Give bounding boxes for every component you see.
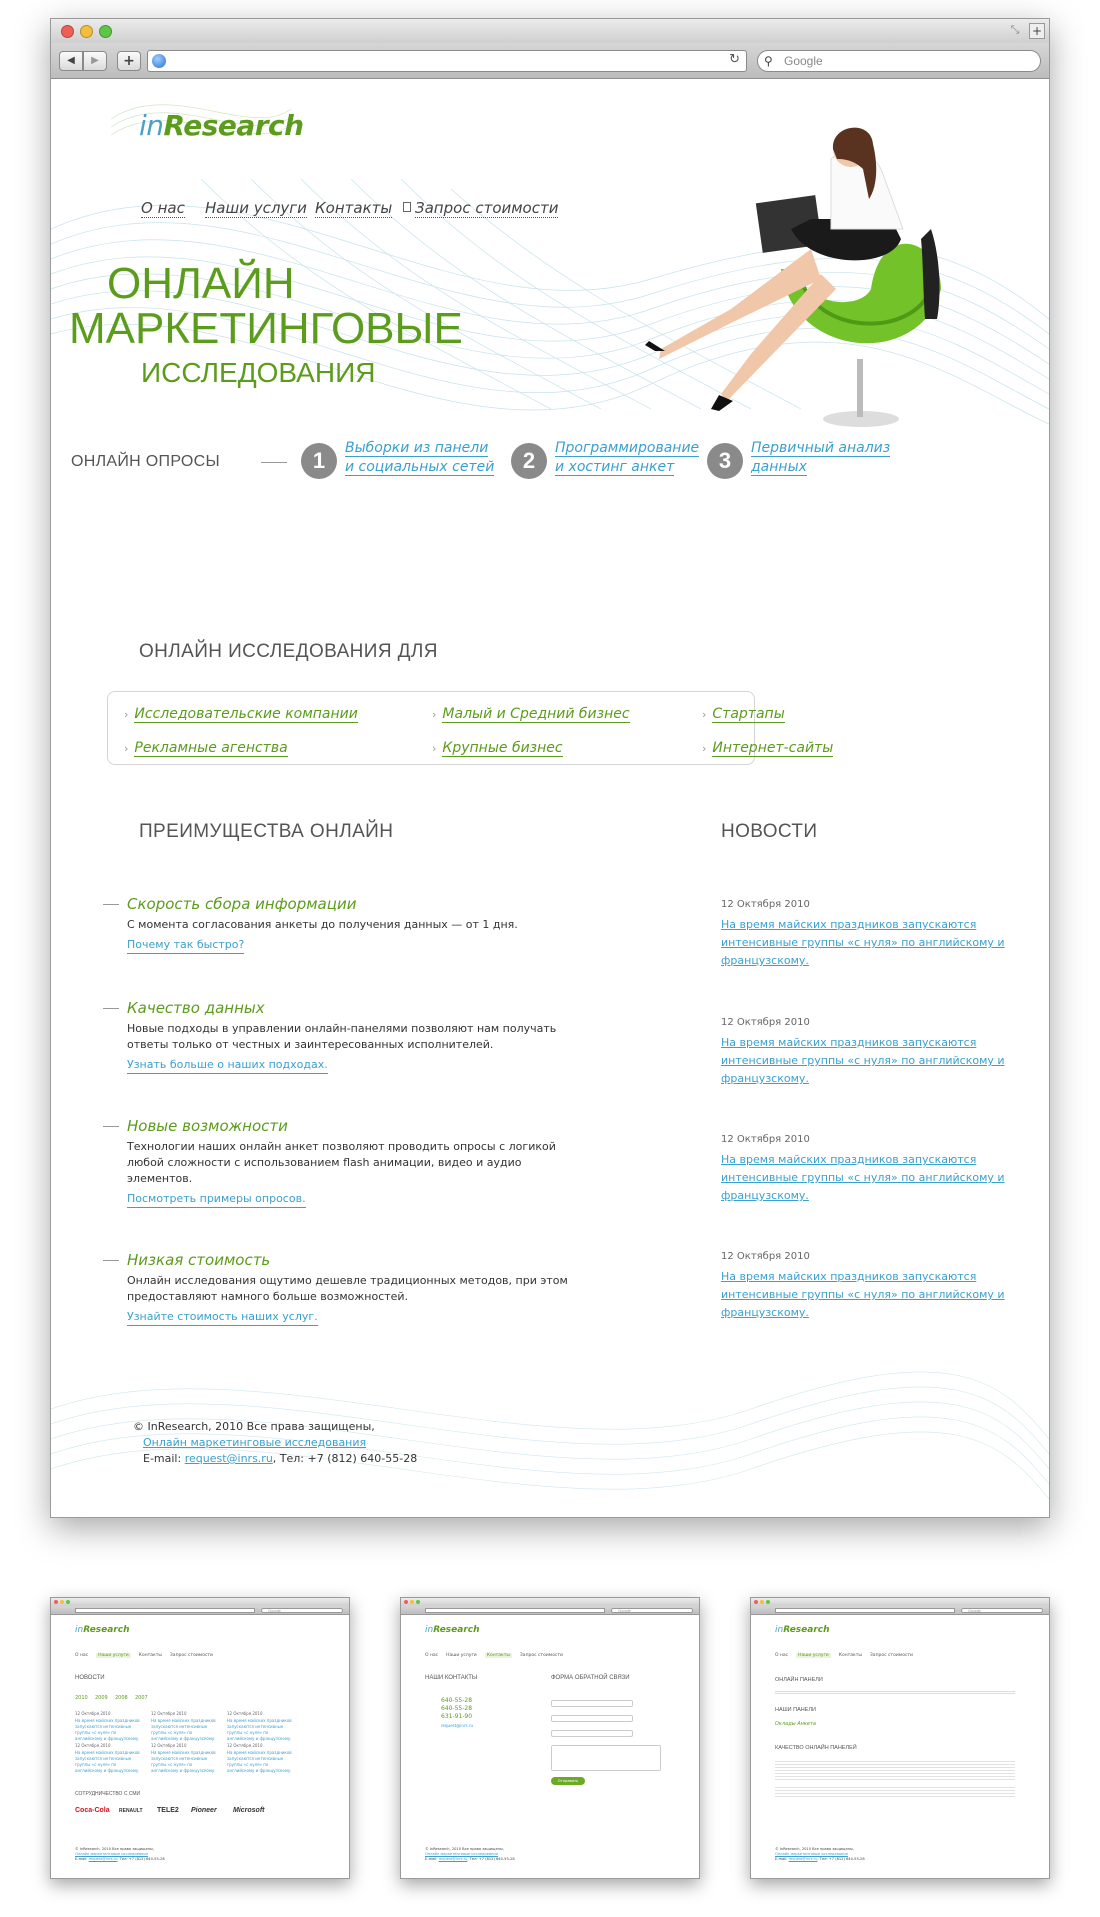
for-small-medium-business[interactable] bbox=[432, 706, 630, 722]
thumb-message-input[interactable] bbox=[551, 1745, 661, 1771]
step-2-line-1: Программирование bbox=[555, 440, 700, 456]
thumb-year[interactable]: 2009 bbox=[95, 1695, 108, 1701]
thumb-news-link[interactable]: На время майских праздников запускаются интенсивные группы «с нуля» по английскому и французскому. bbox=[151, 1750, 216, 1773]
chevron-right-icon: › bbox=[124, 742, 129, 755]
thumb-content bbox=[751, 1615, 1049, 1879]
new-tab-button[interactable]: + bbox=[1029, 23, 1045, 39]
logo-research-text: Research bbox=[163, 109, 304, 142]
thumb-our-panels-title: НАШИ ПАНЕЛИ bbox=[775, 1707, 816, 1713]
thumb-news-date: 12 Октября 2010 bbox=[151, 1743, 187, 1748]
advantage-heading: Скорость сбора информации bbox=[127, 895, 357, 913]
news-link[interactable]: На время майских праздников запускаются интенсивные группы «с нуля» по английскому и французскому. bbox=[721, 1270, 1005, 1319]
thumb-news-link[interactable]: На время майских праздников запускаются интенсивные группы «с нуля» по английскому и французскому. bbox=[75, 1718, 140, 1741]
footer-email-label: E-mail: bbox=[143, 1452, 182, 1465]
chevron-right-icon: › bbox=[124, 708, 129, 721]
thumb-brand-renault: RENAULT bbox=[119, 1808, 143, 1814]
thumb-year[interactable]: 2008 bbox=[115, 1695, 128, 1701]
advantage-dash bbox=[103, 1008, 119, 1009]
footer-email-link[interactable]: request@inrs.ru bbox=[184, 1452, 273, 1465]
step-3-line-2: данных bbox=[751, 459, 807, 475]
thumb-logo: inResearch bbox=[425, 1625, 480, 1635]
thumb-form-title: ФОРМА ОБРАТНОЙ СВЯЗИ bbox=[551, 1675, 630, 1681]
thumb-footer: © InResearch, 2010 Все права защищены, Онлайн маркетинговые исследования E-mail: request@inrs.ru, Тел: +7 (812) 640-55-28 bbox=[75, 1847, 165, 1861]
news-link[interactable]: На время майских праздников запускаются интенсивные группы «с нуля» по английскому и французскому. bbox=[721, 1036, 1005, 1085]
thumb-phone: 640-55-28 bbox=[441, 1697, 473, 1704]
step-1-link[interactable] bbox=[345, 439, 494, 477]
add-bookmark-button[interactable]: + bbox=[117, 51, 141, 71]
search-input[interactable] bbox=[757, 50, 1041, 72]
nav-contacts[interactable]: Контакты bbox=[315, 199, 393, 217]
thumb-nav: О нас Наши услуги Контакты Запрос стоимости bbox=[75, 1653, 213, 1658]
thumb-logo: inResearch bbox=[775, 1625, 830, 1635]
thumb-toolbar bbox=[401, 1606, 699, 1615]
thumb-contacts-title: НАШИ КОНТАКТЫ bbox=[425, 1675, 478, 1681]
thumb-email[interactable]: request@inrs.ru bbox=[441, 1723, 474, 1728]
thumb-phone: 640-55-28 bbox=[441, 1705, 473, 1712]
hero-line-3: ИССЛЕДОВАНИЯ bbox=[141, 357, 376, 388]
step-2-link[interactable] bbox=[555, 439, 699, 477]
thumb-footer: © InResearch, 2010 Все права защищены, Онлайн маркетинговые исследования E-mail: request@inrs.ru, Тел: +7 (812) 640-55-28 bbox=[425, 1847, 515, 1861]
step-2-line-2: и хостинг анкет bbox=[555, 459, 675, 475]
thumb-logo: inResearch bbox=[75, 1625, 130, 1635]
advantage-item bbox=[115, 999, 575, 1074]
step-3-line-1: Первичный анализ bbox=[751, 440, 891, 456]
advantage-text: Технологии наших онлайн анкет позволяют проводить опросы с логикой любой сложности с использованием flash анимации, видео и аудио элементов. bbox=[127, 1140, 556, 1185]
search-icon: ⚲ bbox=[764, 54, 773, 68]
thumb-footer: © InResearch, 2010 Все права защищены, Онлайн маркетинговые исследования E-mail: request@inrs.ru, Тел: +7 (812) 640-55-28 bbox=[775, 1847, 865, 1861]
thumb-brand-pioneer: Pioneer bbox=[191, 1807, 217, 1814]
minimize-window-button[interactable] bbox=[80, 25, 93, 38]
step-1-line-1: Выборки из панели bbox=[345, 440, 489, 456]
thumb-search: Google bbox=[611, 1608, 693, 1613]
for-large-business[interactable] bbox=[432, 740, 563, 756]
research-for-title: ОНЛАЙН ИССЛЕДОВАНИЯ ДЛЯ bbox=[139, 641, 438, 662]
step-3-number: 3 bbox=[707, 443, 743, 479]
hero-line-2: МАРКЕТИНГОВЫЕ bbox=[69, 304, 463, 353]
news-date: 12 Октября 2010 bbox=[721, 899, 810, 910]
thumb-paragraph bbox=[775, 1785, 1015, 1797]
polls-label: ОНЛАЙН ОПРОСЫ bbox=[71, 453, 221, 470]
advantage-text: С момента согласования анкеты до получения данных — от 1 дня. bbox=[127, 918, 518, 931]
advantage-dash bbox=[103, 1260, 119, 1261]
thumb-panels-title: ОНЛАЙН ПАНЕЛИ bbox=[775, 1677, 823, 1683]
thumb-search: Google bbox=[261, 1608, 343, 1613]
thumb-panel-name[interactable]: Оклады Анкета bbox=[775, 1721, 816, 1727]
advantage-item bbox=[115, 1117, 575, 1208]
thumb-news-date: 12 Октября 2010 bbox=[151, 1711, 187, 1716]
thumb-title-bar bbox=[51, 1598, 349, 1606]
thumb-content bbox=[51, 1615, 349, 1879]
forward-button[interactable]: ▶ bbox=[83, 51, 107, 71]
thumb-partners-title: СОТРУДНИЧЕСТВО С СМИ bbox=[75, 1791, 141, 1797]
search-placeholder: Google bbox=[784, 54, 823, 68]
for-item-label: Малый и Средний бизнес bbox=[442, 706, 630, 722]
for-startups[interactable] bbox=[702, 706, 785, 722]
for-ad-agencies[interactable] bbox=[124, 740, 288, 756]
site-footer bbox=[133, 1419, 417, 1467]
thumb-news-link[interactable]: На время майских праздников запускаются интенсивные группы «с нуля» по английскому и французскому. bbox=[227, 1750, 292, 1773]
thumb-news-date: 12 Октября 2010 bbox=[75, 1711, 111, 1716]
advantage-item bbox=[115, 1251, 575, 1326]
polls-divider bbox=[261, 462, 287, 463]
thumb-toolbar bbox=[51, 1606, 349, 1615]
thumb-news-link[interactable]: На время майских праздников запускаются интенсивные группы «с нуля» по английскому и французскому. bbox=[151, 1718, 216, 1741]
nav-price-request[interactable]: Запрос стоимости bbox=[415, 199, 559, 217]
nav-services[interactable]: Наши услуги bbox=[205, 199, 307, 217]
thumb-title-bar bbox=[401, 1598, 699, 1606]
for-item-label: Интернет-сайты bbox=[712, 740, 834, 756]
news-link[interactable]: На время майских праздников запускаются интенсивные группы «с нуля» по английскому и французскому. bbox=[721, 918, 1005, 967]
thumb-quality-title: КАЧЕСТВО ОНЛАЙН ПАНЕЛЕЙ bbox=[775, 1745, 857, 1751]
chevron-right-icon: › bbox=[432, 742, 437, 755]
step-1-line-2: и социальных сетей bbox=[345, 459, 495, 475]
thumb-news-link[interactable]: На время майских праздников запускаются интенсивные группы «с нуля» по английскому и французскому. bbox=[75, 1750, 140, 1773]
thumb-news-date: 12 Октября 2010 bbox=[227, 1711, 263, 1716]
advantages-title: ПРЕИМУЩЕСТВА ОНЛАЙН bbox=[139, 821, 394, 842]
resize-icon: ⤡ bbox=[1010, 23, 1020, 36]
zoom-window-button[interactable] bbox=[99, 25, 112, 38]
thumb-nav: О нас Наши услуги Контакты Запрос стоимости bbox=[775, 1653, 913, 1658]
news-date: 12 Октября 2010 bbox=[721, 1017, 810, 1028]
news-date: 12 Октября 2010 bbox=[721, 1251, 810, 1262]
news-link[interactable]: На время майских праздников запускаются интенсивные группы «с нуля» по английскому и французскому. bbox=[721, 1153, 1005, 1202]
browser-toolbar bbox=[51, 43, 1049, 79]
thumb-brand-tele2: TELE2 bbox=[157, 1807, 179, 1814]
back-button[interactable]: ◀ bbox=[59, 51, 83, 71]
footer-site-link[interactable]: Онлайн маркетинговые исследования bbox=[143, 1436, 367, 1449]
advantage-item bbox=[115, 895, 575, 954]
for-item-label: Крупные бизнес bbox=[442, 740, 563, 756]
thumb-submit-button[interactable]: Отправить bbox=[551, 1777, 585, 1785]
thumb-nav: О нас Наши услуги Контакты Запрос стоимости bbox=[425, 1653, 563, 1658]
hero-line-1: ОНЛАЙН bbox=[107, 259, 295, 308]
for-research-companies[interactable] bbox=[124, 706, 358, 722]
thumb-phone: 631-91-90 bbox=[441, 1713, 473, 1720]
advantage-heading: Качество данных bbox=[127, 999, 265, 1017]
reload-icon[interactable]: ↻ bbox=[729, 52, 740, 67]
thumbnail-panels-page bbox=[750, 1597, 1050, 1879]
news-date: 12 Октября 2010 bbox=[721, 1134, 810, 1145]
footer-phone: , Тел: +7 (812) 640-55-28 bbox=[272, 1452, 418, 1465]
thumb-brand-microsoft: Microsoft bbox=[233, 1807, 265, 1814]
site-logo[interactable] bbox=[139, 109, 304, 142]
thumb-news-title: НОВОСТИ bbox=[75, 1675, 105, 1681]
chevron-right-icon: › bbox=[702, 708, 707, 721]
news-item bbox=[721, 899, 1021, 970]
hero-woman-image bbox=[641, 119, 981, 449]
logo-in-text: in bbox=[139, 109, 164, 142]
advantage-heading: Новые возможности bbox=[127, 1117, 288, 1135]
address-bar[interactable] bbox=[147, 50, 747, 72]
footer-copyright: © InResearch, 2010 Все права защищены, bbox=[133, 1420, 375, 1433]
globe-icon bbox=[152, 54, 166, 68]
advantage-text: Новые подходы в управлении онлайн-панелями позволяют нам получать ответы только от честных и заинтересованных исполнителей. bbox=[127, 1022, 557, 1051]
thumb-content bbox=[401, 1615, 699, 1879]
thumb-brand-cocacola: Coca-Cola bbox=[75, 1807, 110, 1814]
nav-about[interactable]: О нас bbox=[141, 199, 185, 217]
news-title: НОВОСТИ bbox=[721, 821, 818, 842]
advantage-link[interactable]: Узнать больше о наших подходах. bbox=[127, 1057, 328, 1074]
thumbnail-contacts-page bbox=[400, 1597, 700, 1879]
advantage-text: Онлайн исследования ощутимо дешевле традиционных методов, при этом предоставляют намного больше возможностей. bbox=[127, 1274, 568, 1303]
thumb-search: Google bbox=[961, 1608, 1043, 1613]
advantage-dash bbox=[103, 1126, 119, 1127]
news-item bbox=[721, 1017, 1021, 1088]
for-websites[interactable] bbox=[702, 740, 833, 756]
calculator-icon bbox=[403, 202, 411, 212]
step-3-link[interactable] bbox=[751, 439, 890, 477]
thumb-paragraph bbox=[775, 1759, 1015, 1781]
thumbnail-news-page bbox=[50, 1597, 350, 1879]
thumb-name-input[interactable] bbox=[551, 1700, 633, 1707]
chevron-right-icon: › bbox=[702, 742, 707, 755]
for-item-label: Рекламные агенства bbox=[134, 740, 288, 756]
thumb-news-date: 12 Октября 2010 bbox=[227, 1743, 263, 1748]
thumb-news-link[interactable]: На время майских праздников запускаются интенсивные группы «с нуля» по английскому и французскому. bbox=[227, 1718, 292, 1741]
thumb-toolbar bbox=[751, 1606, 1049, 1615]
title-bar bbox=[51, 19, 1049, 43]
research-for-box bbox=[107, 691, 834, 765]
web-page bbox=[51, 79, 1049, 1518]
step-1-number: 1 bbox=[301, 443, 337, 479]
news-item bbox=[721, 1251, 1021, 1322]
close-window-button[interactable] bbox=[61, 25, 74, 38]
for-item-label: Исследовательские компании bbox=[134, 706, 358, 722]
news-item bbox=[721, 1134, 1021, 1205]
thumb-news-date: 12 Октября 2010 bbox=[75, 1743, 111, 1748]
advantage-link[interactable]: Почему так быстро? bbox=[127, 937, 244, 954]
thumb-email-input[interactable] bbox=[551, 1715, 633, 1722]
chevron-right-icon: › bbox=[432, 708, 437, 721]
thumb-text-lines bbox=[775, 1691, 1015, 1694]
online-polls-section bbox=[71, 439, 1031, 499]
thumb-year[interactable]: 2007 bbox=[135, 1695, 148, 1701]
advantage-dash bbox=[103, 904, 119, 905]
browser-window bbox=[50, 18, 1050, 1518]
advantage-link[interactable]: Посмотреть примеры опросов. bbox=[127, 1191, 306, 1208]
thumb-year[interactable]: 2010 bbox=[75, 1695, 88, 1701]
advantage-heading: Низкая стоимость bbox=[127, 1251, 271, 1269]
step-2-number: 2 bbox=[511, 443, 547, 479]
thumb-title-bar bbox=[751, 1598, 1049, 1606]
advantage-link[interactable]: Узнайте стоимость наших услуг. bbox=[127, 1309, 318, 1326]
for-item-label: Стартапы bbox=[712, 706, 785, 722]
thumb-subject-input[interactable] bbox=[551, 1730, 633, 1737]
